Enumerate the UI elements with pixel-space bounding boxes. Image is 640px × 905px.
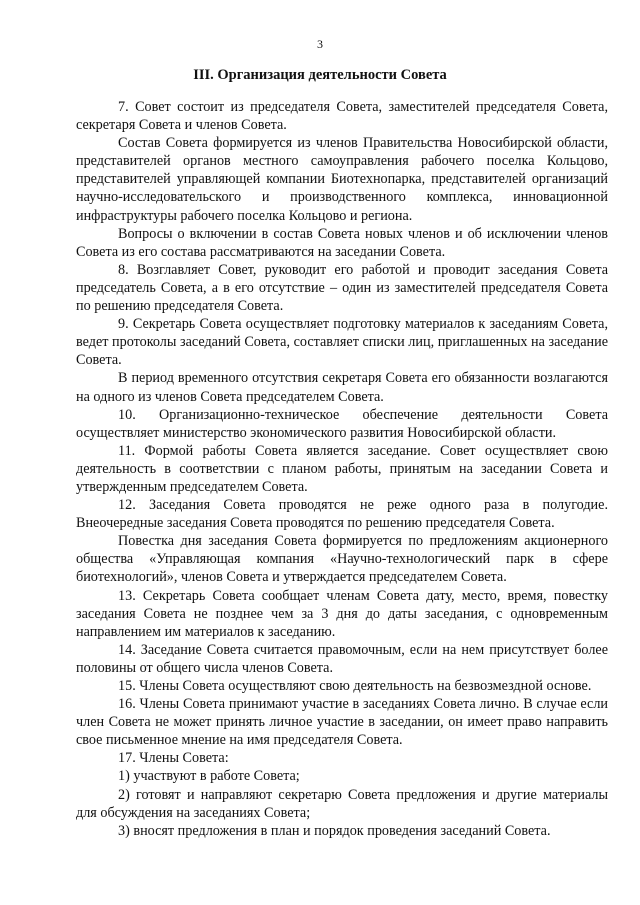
paragraph-11: 11. Формой работы Совета является заседание. Совет осуществляет свою деятельность в соответствии с планом работы, принятым на заседании Совета и утвержденным председателем Совета. [76,442,608,495]
paragraph-16: 16. Члены Совета принимают участие в заседаниях Совета лично. В случае если член Совета не может принять личное участие в заседании, он имеет право направить свое письменное мнение на имя председателя Совета. [76,696,608,749]
paragraph-10: 10. Организационно-техническое обеспечение деятельности Совета осуществляет министерство экономического развития Новосибирской области. [76,406,608,441]
page-number: 3 [317,37,323,51]
paragraph-14: 14. Заседание Совета считается правомочным, если на нем присутствует более половины от общего числа членов Совета. [76,641,608,676]
list-item-2: 2) готовят и направляют секретарю Совета предложения и другие материалы для обсуждения на заседаниях Совета; [76,786,608,821]
paragraph-15: 15. Члены Совета осуществляют свою деятельность на безвозмездной основе. [118,678,592,694]
paragraph-membership-questions: Вопросы о включении в состав Совета новых членов и об исключении членов Совета из его состава рассматриваются на заседании Совета. [76,225,608,260]
document-body [76,98,608,840]
list-item-1: 1) участвуют в работе Совета; [118,768,300,785]
paragraph-17: 17. Члены Совета: [118,750,229,767]
paragraph-council-composition: Состав Совета формируется из членов Правительства Новосибирской области, представителей органов местного самоуправления рабочего поселка Кольцово, представителей управляющей компании Биотехнопарка, представителей организаций научно-исследовательского и производственного комплекса, инновационной инфраструктуры рабочего поселка Кольцово и региона. [76,135,608,224]
paragraph-agenda: Повестка дня заседания Совета формируется по предложениям акционерного общества «Управляющая компания «Научно-технологический парк в сфере биотехнологий», членов Совета и утверждается председателем Совета. [76,533,608,586]
paragraph-9: 9. Секретарь Совета осуществляет подготовку материалов к заседаниям Совета, ведет протоколы заседаний Совета, составляет списки лиц, приглашенных на заседание Совета. [76,316,608,369]
paragraph-13: 13. Секретарь Совета сообщает членам Совета дату, место, время, повестку заседания Совета не позднее чем за 3 дня до даты заседания, с одновременным направлением им материалов к заседанию. [76,587,608,640]
paragraph-8: 8. Возглавляет Совет, руководит его работой и проводит заседания Совета председатель Совета, а в его отсутствие – один из заместителей председателя Совета по решению председателя Совета. [76,261,608,315]
section-title: III. Организация деятельности Совета [193,67,447,83]
list-item-3: 3) вносят предложения в план и порядок проведения заседаний Совета. [118,822,551,839]
paragraph-12: 12. Заседания Совета проводятся не реже одного раза в полугодие. Внеочередные заседания Совета проводятся по решению председателя Совета. [76,497,608,532]
paragraph-secretary-absence: В период временного отсутствия секретаря Совета его обязанности возлагаются на одного из членов Совета председателем Совета. [76,370,608,405]
paragraph-7: 7. Совет состоит из председателя Совета, заместителей председателя Совета, секретаря Совета и членов Совета. [76,99,608,134]
